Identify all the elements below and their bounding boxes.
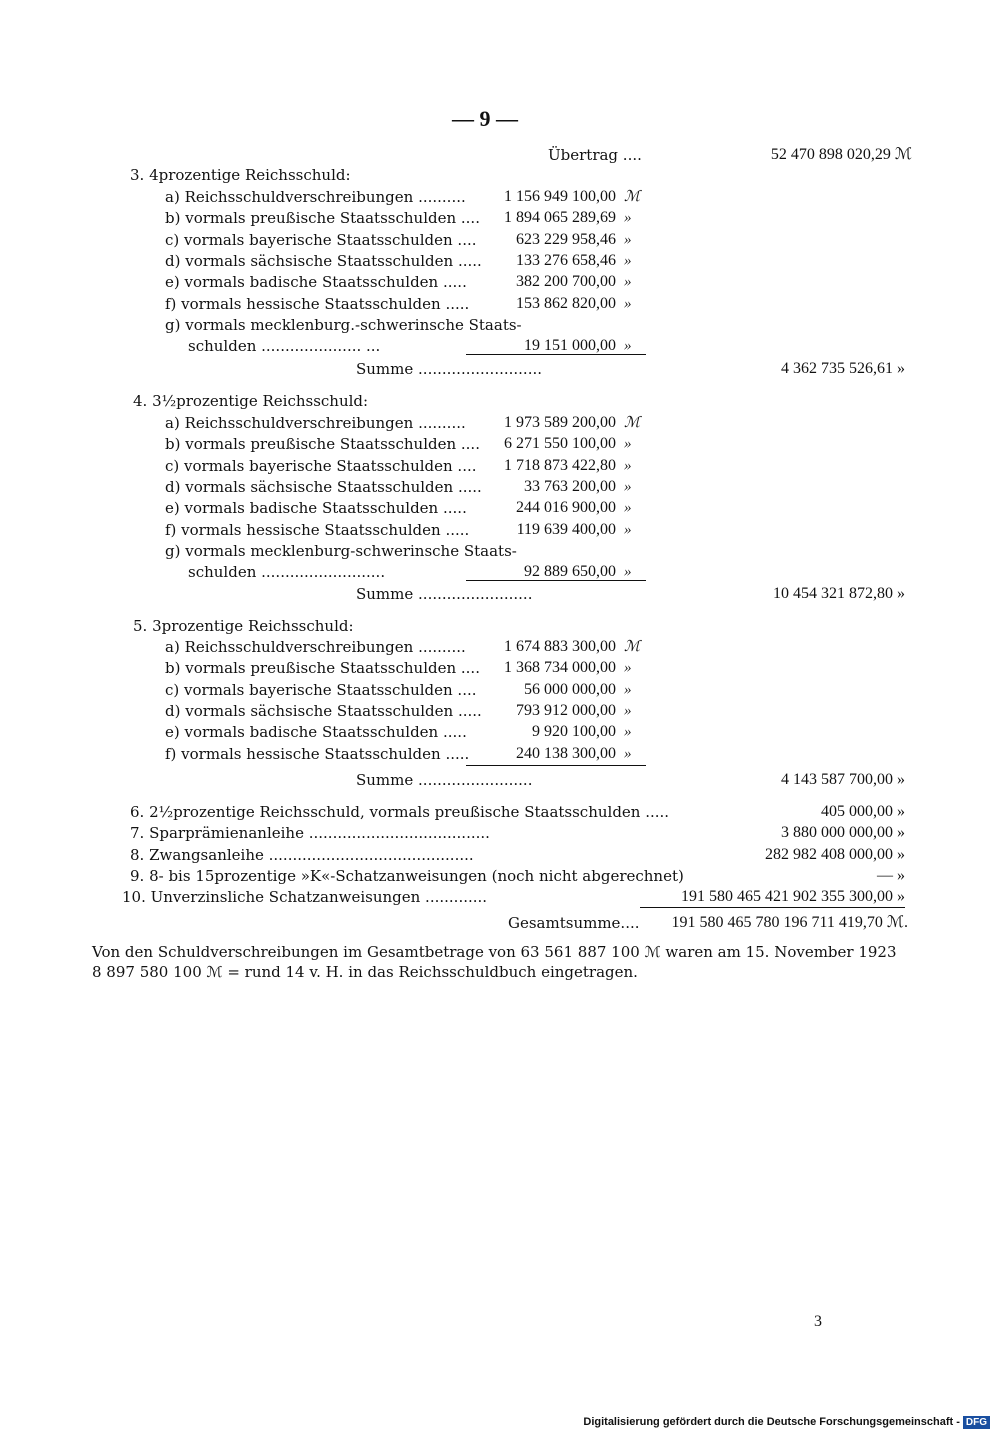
row-label: a) Reichsschuldverschreibungen .......... xyxy=(165,414,466,432)
row-unit: » xyxy=(624,338,632,355)
row-value: 1 156 949 100,00 xyxy=(504,188,616,205)
item-value: 282 982 408 000,00 » xyxy=(765,845,905,863)
row-label: d) vormals sächsische Staatsschulden ..... xyxy=(165,251,482,270)
row-unit: ℳ xyxy=(624,189,641,205)
row-unit: » xyxy=(624,500,632,517)
section-3-sum-value: 4 362 735 526,61 » xyxy=(781,360,905,377)
row-label: c) vormals bayerische Staatsschulden .... xyxy=(165,230,477,249)
row-unit: ℳ xyxy=(624,639,641,655)
section-3-rule xyxy=(466,354,646,355)
row-label: d) vormals sächsische Staatsschulden ..... xyxy=(165,701,482,720)
row-label: f) vormals hessische Staatsschulden ..... xyxy=(165,520,470,539)
total-rule xyxy=(640,907,905,908)
row-value: 92 889 650,00 xyxy=(524,563,616,581)
row-label: a) Reichsschuldverschreibungen .......... xyxy=(165,188,466,206)
row-value: 153 862 820,00 xyxy=(516,294,616,312)
section-4-rule xyxy=(466,580,646,581)
row-label: schulden .......................... xyxy=(188,563,386,582)
section-4-sum-label: Summe ........................ xyxy=(356,585,533,603)
item-value: 405 000,00 » xyxy=(821,803,905,820)
section-3-sum-label: Summe .......................... xyxy=(356,360,542,378)
row-value: 1 718 873 422,80 xyxy=(504,456,616,474)
footer xyxy=(583,1416,990,1429)
item-label: 10. Unverzinsliche Schatzanweisungen ............. xyxy=(122,888,488,907)
row-unit: » xyxy=(624,274,632,291)
row-label: c) vormals bayerische Staatsschulden .... xyxy=(165,680,477,699)
row-value: 382 200 700,00 xyxy=(516,273,616,291)
total-label: Gesamtsumme.... xyxy=(508,914,640,932)
row-unit: » xyxy=(624,521,632,538)
row-value: 9 920 100,00 xyxy=(532,723,616,741)
total-value: 191 580 465 780 196 711 419,70 ℳ. xyxy=(671,914,908,931)
carry-label: Übertrag .... xyxy=(548,146,642,164)
row-label: g) vormals mecklenburg.-schwerinsche Staats- xyxy=(165,315,522,334)
row-label: e) vormals badische Staatsschulden ..... xyxy=(165,273,467,292)
item-label: 7. Sparprämienanleihe ...................................... xyxy=(130,824,490,843)
row-unit: ℳ xyxy=(624,415,641,431)
row-unit: » xyxy=(624,478,632,495)
row-value: 244 016 900,00 xyxy=(516,499,616,517)
item-value: 191 580 465 421 902 355 300,00 » xyxy=(681,888,905,906)
row-label: f) vormals hessische Staatsschulden ..... xyxy=(165,744,470,763)
section-3-title: 3. 4prozentige Reichsschuld: xyxy=(130,166,351,184)
row-value: 119 639 400,00 xyxy=(516,520,616,538)
dfg-logo: DFG xyxy=(963,1416,990,1429)
item-value: — » xyxy=(877,866,905,884)
row-value: 793 912 000,00 xyxy=(516,701,616,719)
row-label: f) vormals hessische Staatsschulden ..... xyxy=(165,294,470,313)
row-value: 1 973 589 200,00 xyxy=(504,414,616,431)
row-label: g) vormals mecklenburg-schwerinsche Staats- xyxy=(165,541,517,560)
row-label: schulden ..................... ... xyxy=(188,337,381,356)
row-unit: » xyxy=(624,564,632,581)
row-label: e) vormals badische Staatsschulden ..... xyxy=(165,499,467,518)
section-4-title: 4. 3½prozentige Reichsschuld: xyxy=(133,392,369,410)
note-line-1: Von den Schuldverschreibungen im Gesamtbetrage von 63 561 887 100 ℳ waren am 15. November 1923 xyxy=(92,943,897,961)
row-unit: » xyxy=(624,295,632,312)
section-4-sum-value: 10 454 321 872,80 » xyxy=(773,585,905,602)
row-unit: » xyxy=(624,436,632,453)
row-value: 1 894 065 289,69 xyxy=(504,209,616,227)
row-unit: » xyxy=(624,457,632,474)
row-label: b) vormals preußische Staatsschulden .... xyxy=(165,435,480,454)
item-label: 6. 2½prozentige Reichsschuld, vormals preußische Staatsschulden ..... xyxy=(130,803,670,821)
row-label: b) vormals preußische Staatsschulden .... xyxy=(165,209,480,228)
section-5-rule xyxy=(466,765,646,766)
row-label: e) vormals badische Staatsschulden ..... xyxy=(165,723,467,742)
row-unit: » xyxy=(624,252,632,269)
carry-value: 52 470 898 020,29 ℳ xyxy=(770,146,912,163)
section-5-sum-label: Summe ........................ xyxy=(356,771,533,789)
row-unit: » xyxy=(624,745,632,762)
row-value: 623 229 958,46 xyxy=(516,230,616,248)
row-value: 1 674 883 300,00 xyxy=(504,638,616,655)
item-label: 9. 8- bis 15prozentige »K«-Schatzanweisungen (noch nicht abgerechnet) xyxy=(130,866,684,885)
row-value: 33 763 200,00 xyxy=(524,477,616,495)
note-line-2: 8 897 580 100 ℳ = rund 14 v. H. in das Reichsschuldbuch eingetragen. xyxy=(92,963,638,981)
section-5-sum-value: 4 143 587 700,00 » xyxy=(781,771,905,788)
row-value: 19 151 000,00 xyxy=(524,337,616,355)
row-label: b) vormals preußische Staatsschulden .... xyxy=(165,659,480,678)
signature-mark: 3 xyxy=(814,1313,822,1330)
row-value: 240 138 300,00 xyxy=(516,744,616,762)
row-value: 6 271 550 100,00 xyxy=(504,435,616,453)
row-value: 133 276 658,46 xyxy=(516,251,616,269)
row-unit: » xyxy=(624,660,632,677)
row-unit: » xyxy=(624,231,632,248)
footer-text: Digitalisierung gefördert durch die Deutsche Forschungsgemeinschaft - xyxy=(583,1416,960,1428)
item-value: 3 880 000 000,00 » xyxy=(781,824,905,842)
row-label: c) vormals bayerische Staatsschulden .... xyxy=(165,456,477,475)
row-value: 56 000 000,00 xyxy=(524,680,616,698)
row-label: d) vormals sächsische Staatsschulden ..... xyxy=(165,477,482,496)
row-label: a) Reichsschuldverschreibungen .......... xyxy=(165,638,466,656)
row-value: 1 368 734 000,00 xyxy=(504,659,616,677)
page-number: — 9 — xyxy=(452,106,518,131)
row-unit: » xyxy=(624,724,632,741)
item-label: 8. Zwangsanleihe ........................................... xyxy=(130,845,474,864)
row-unit: » xyxy=(624,681,632,698)
row-unit: » xyxy=(624,702,632,719)
row-unit: » xyxy=(624,210,632,227)
section-5-title: 5. 3prozentige Reichsschuld: xyxy=(133,617,354,635)
